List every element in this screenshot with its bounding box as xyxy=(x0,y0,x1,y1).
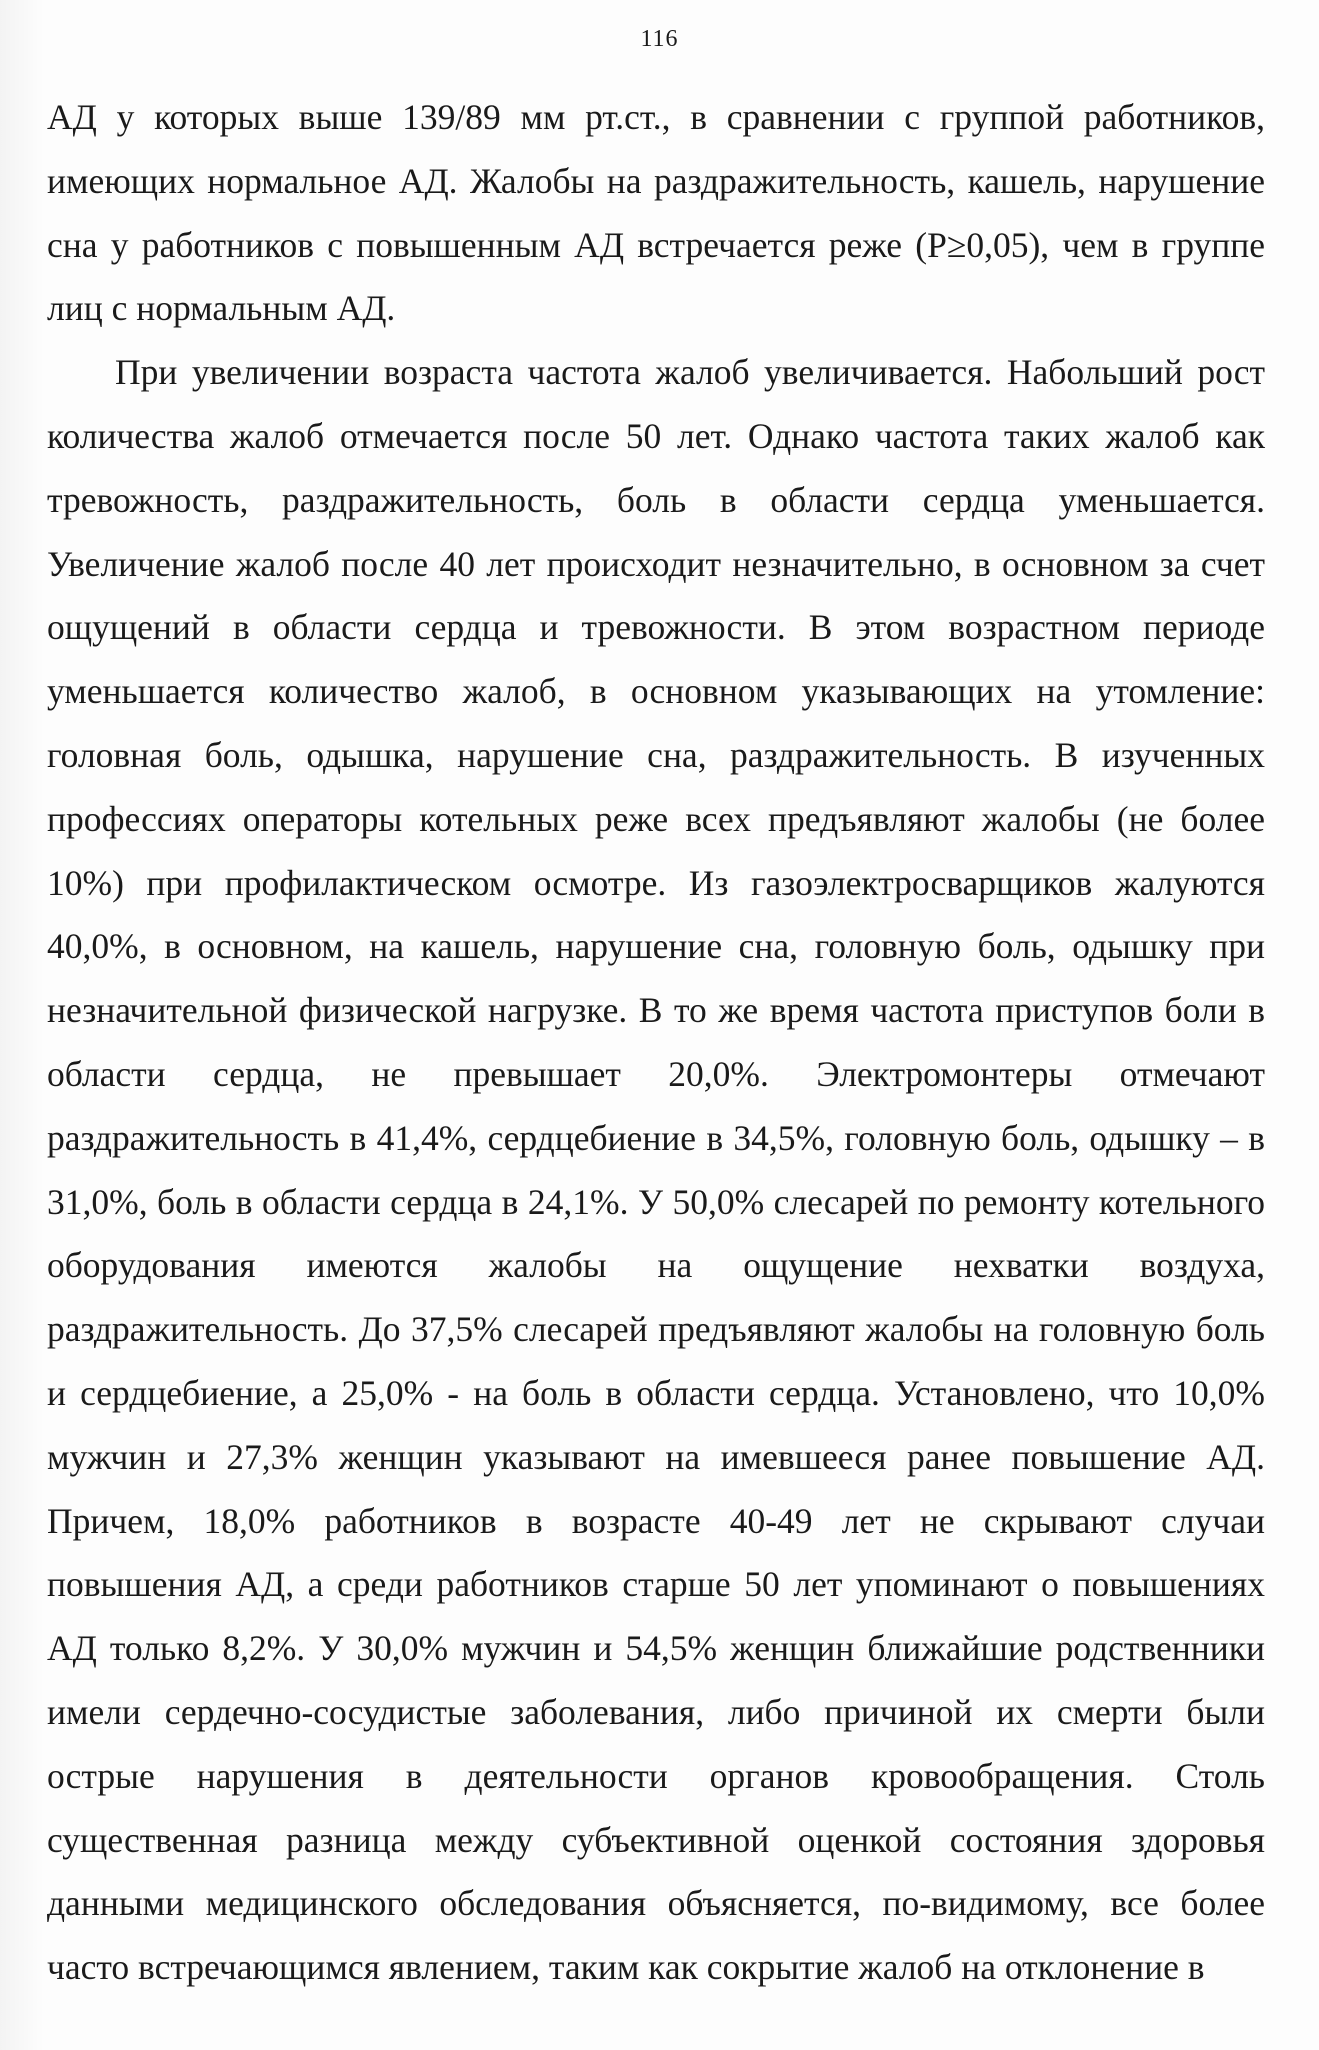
paragraph-continuation: АД у которых выше 139/89 мм рт.ст., в сравнении с группой работников, имеющих нормальное АД. Жалобы на раздражительность, кашель, нарушение сна у работников с повышенным АД встречается реже (Р≥0,05), чем в группе лиц с нормальным АД. xyxy=(47,97,1265,329)
page-number: 116 xyxy=(640,26,679,52)
body-text xyxy=(47,86,1265,2000)
scan-shadow-edge xyxy=(0,0,44,2050)
paragraph-age-complaints: При увеличении возраста частота жалоб увеличивается. Набольший рост количества жалоб отмечается после 50 лет. Однако частота таких жалоб как тревожность, раздражительность, боль в области сердца уменьшается. Увеличение жалоб после 40 лет происходит незначительно, в основном за счет ощущений в области сердца и тревожности. В этом возрастном периоде уменьшается количество жалоб, в основном указывающих на утомление: головная боль, одышка, нарушение сна, раздражительность. В изученных профессиях операторы котельных реже всех предъявляют жалобы (не более 10%) при профилактическом осмотре. Из газоэлектросварщиков жалуются 40,0%, в основном, на кашель, нарушение сна, головную боль, одышку при незначительной физической нагрузке. В то же время частота приступов боли в области сердца, не превышает 20,0%. Электромонтеры отмечают раздражительность в 41,4%, сердцебиение в 34,5%, головную боль, одышку – в 31,0%, боль в области сердца в 24,1%. У 50,0% слесарей по ремонту котельного оборудования имеются жалобы на ощущение нехватки воздуха, раздражительность. До 37,5% слесарей предъявляют жалобы на головную боль и сердцебиение, а 25,0% - на боль в области сердца. Установлено, что 10,0% мужчин и 27,3% женщин указывают на имевшееся ранее повышение АД. Причем, 18,0% работников в возрасте 40-49 лет не скрывают случаи повышения АД, а среди работников старше 50 лет упоминают о повышениях АД только 8,2%. У 30,0% мужчин и 54,5% женщин ближайшие родственники имели сердечно-сосудистые заболевания, либо причиной их смерти были острые нарушения в деятельности органов кровообращения. Столь существенная разница между субъективной оценкой состояния здоровья данными медицинского обследования объясняется, по-видимому, все более часто встречающимся явлением, таким как сокрытие жалоб на отклонение в xyxy=(47,352,1265,1988)
